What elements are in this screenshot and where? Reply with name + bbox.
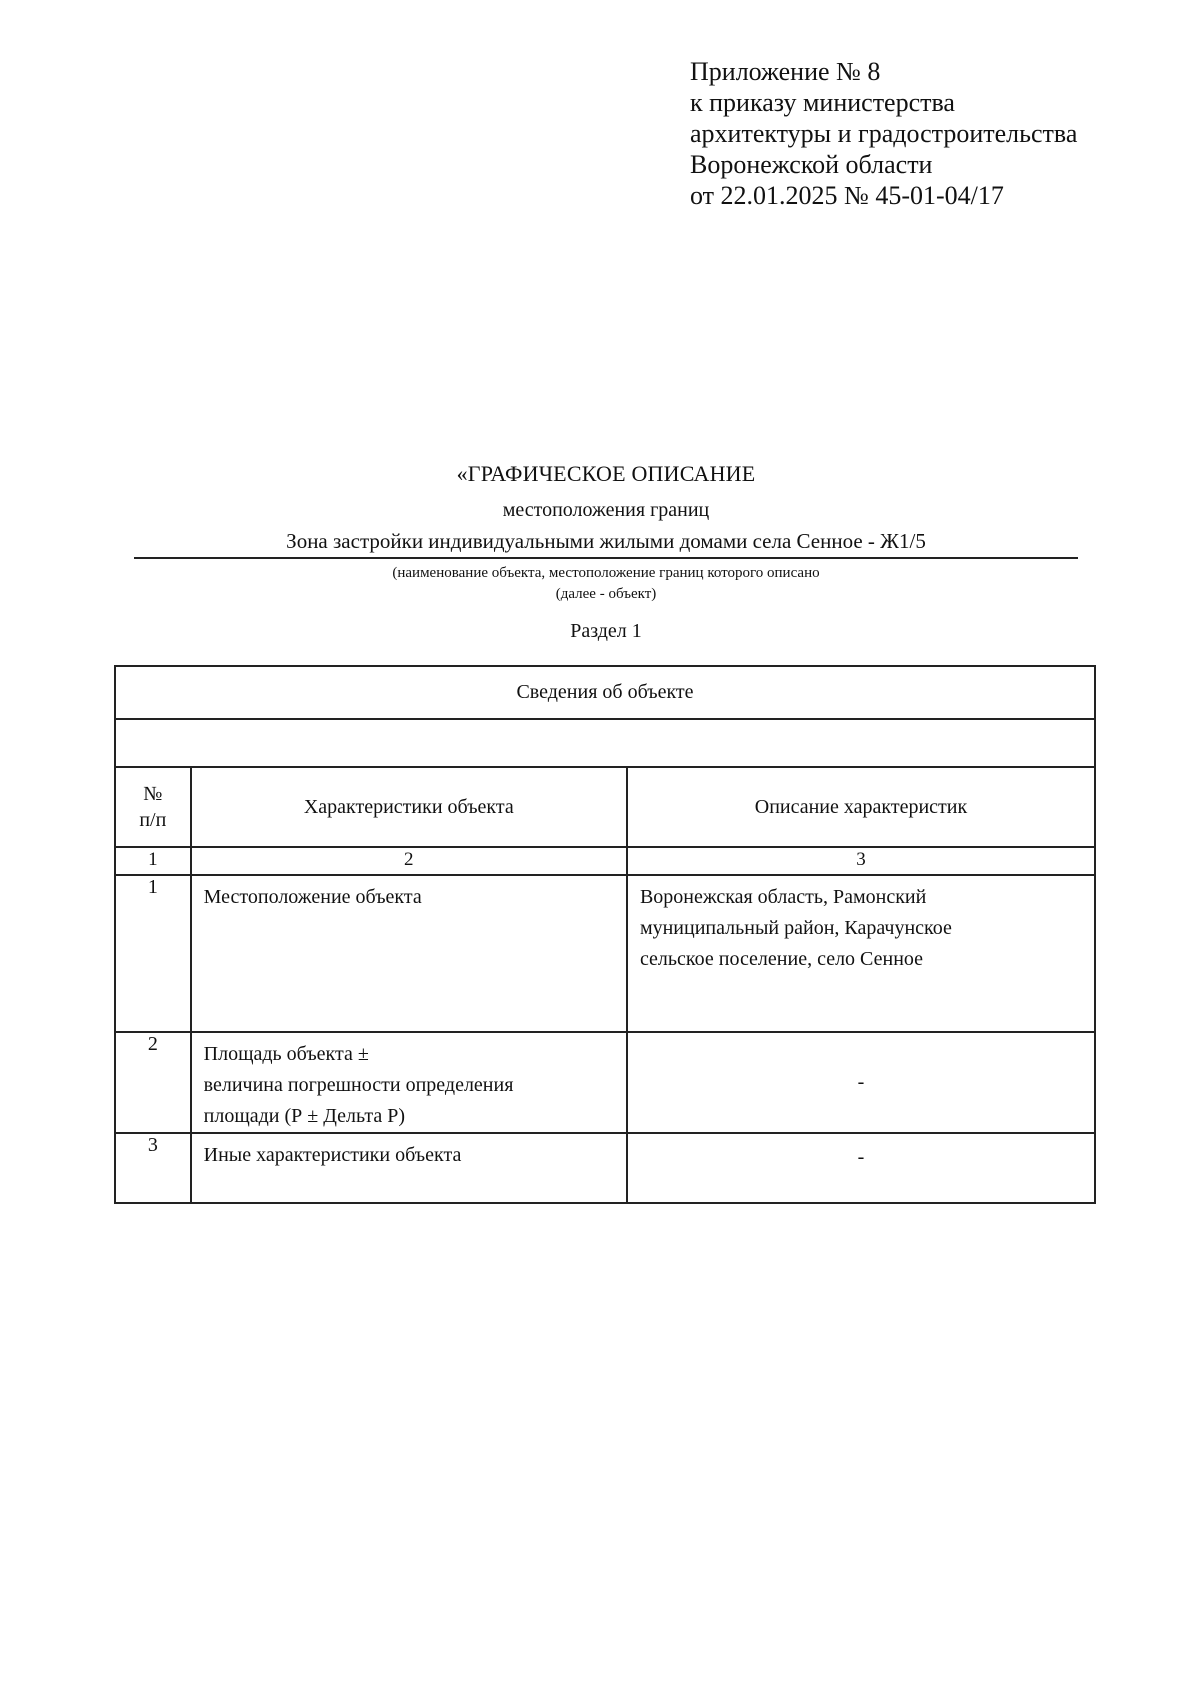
row-characteristic [191, 875, 627, 1032]
column-number: 2 [191, 847, 627, 875]
section-title: Раздел 1 [570, 620, 642, 642]
row-number: 2 [115, 1032, 191, 1133]
header-description: Описание характеристик [627, 767, 1095, 847]
row-description [627, 875, 1095, 1032]
text-line: Воронежская область, Рамонский [639, 886, 927, 908]
table-header-row [115, 767, 1095, 847]
text-line: площади (Р ± Дельта Р) [203, 1105, 405, 1127]
object-name: Зона застройки индивидуальными жилыми домами села Сенное - Ж1/5 [134, 528, 1078, 559]
table-row [115, 875, 1095, 1032]
caption-line: (наименование объекта, местоположение границ которого описано [392, 565, 820, 581]
header-characteristics: Характеристики объекта [191, 767, 627, 847]
row-characteristic [191, 1032, 627, 1133]
table-empty-row [115, 719, 1095, 767]
text-line: Иные характеристики объекта [203, 1144, 462, 1166]
text-line: Местоположение объекта [203, 886, 422, 908]
header-line: Воронежской области [690, 150, 933, 179]
text-line: сельское поселение, село Сенное [639, 948, 924, 970]
header-line: от 22.01.2025 № 45-01-04/17 [690, 181, 1004, 210]
text-line: Площадь объекта ± [203, 1043, 369, 1065]
header-line: Приложение № 8 [690, 57, 881, 86]
table-caption: Сведения об объекте [115, 666, 1095, 719]
object-info-table [114, 665, 1096, 1204]
object-name-caption [134, 563, 1078, 605]
header-line: архитектуры и градостроительства [690, 119, 1078, 148]
row-description: - [627, 1133, 1095, 1203]
row-description: - [627, 1032, 1095, 1133]
caption-line: (далее - объект) [555, 586, 657, 602]
column-number: 1 [115, 847, 191, 875]
column-number: 3 [627, 847, 1095, 875]
header-num-abbrev: п/п [139, 809, 167, 831]
document-title-block [134, 460, 1078, 643]
row-characteristic [191, 1133, 627, 1203]
document-title: «ГРАФИЧЕСКОЕ ОПИСАНИЕ [456, 461, 756, 486]
text-line: величина погрешности определения [203, 1074, 514, 1096]
appendix-header [690, 56, 1077, 211]
document-subtitle: местоположения границ [502, 499, 710, 521]
text-line: муниципальный район, Карачунское [639, 917, 952, 939]
table-row [115, 1032, 1095, 1133]
header-num [115, 767, 191, 847]
column-number-row [115, 847, 1095, 875]
header-line: к приказу министерства [690, 88, 955, 117]
row-number: 1 [115, 875, 191, 1032]
row-number: 3 [115, 1133, 191, 1203]
table-row [115, 1133, 1095, 1203]
header-num-symbol: № [143, 783, 163, 805]
